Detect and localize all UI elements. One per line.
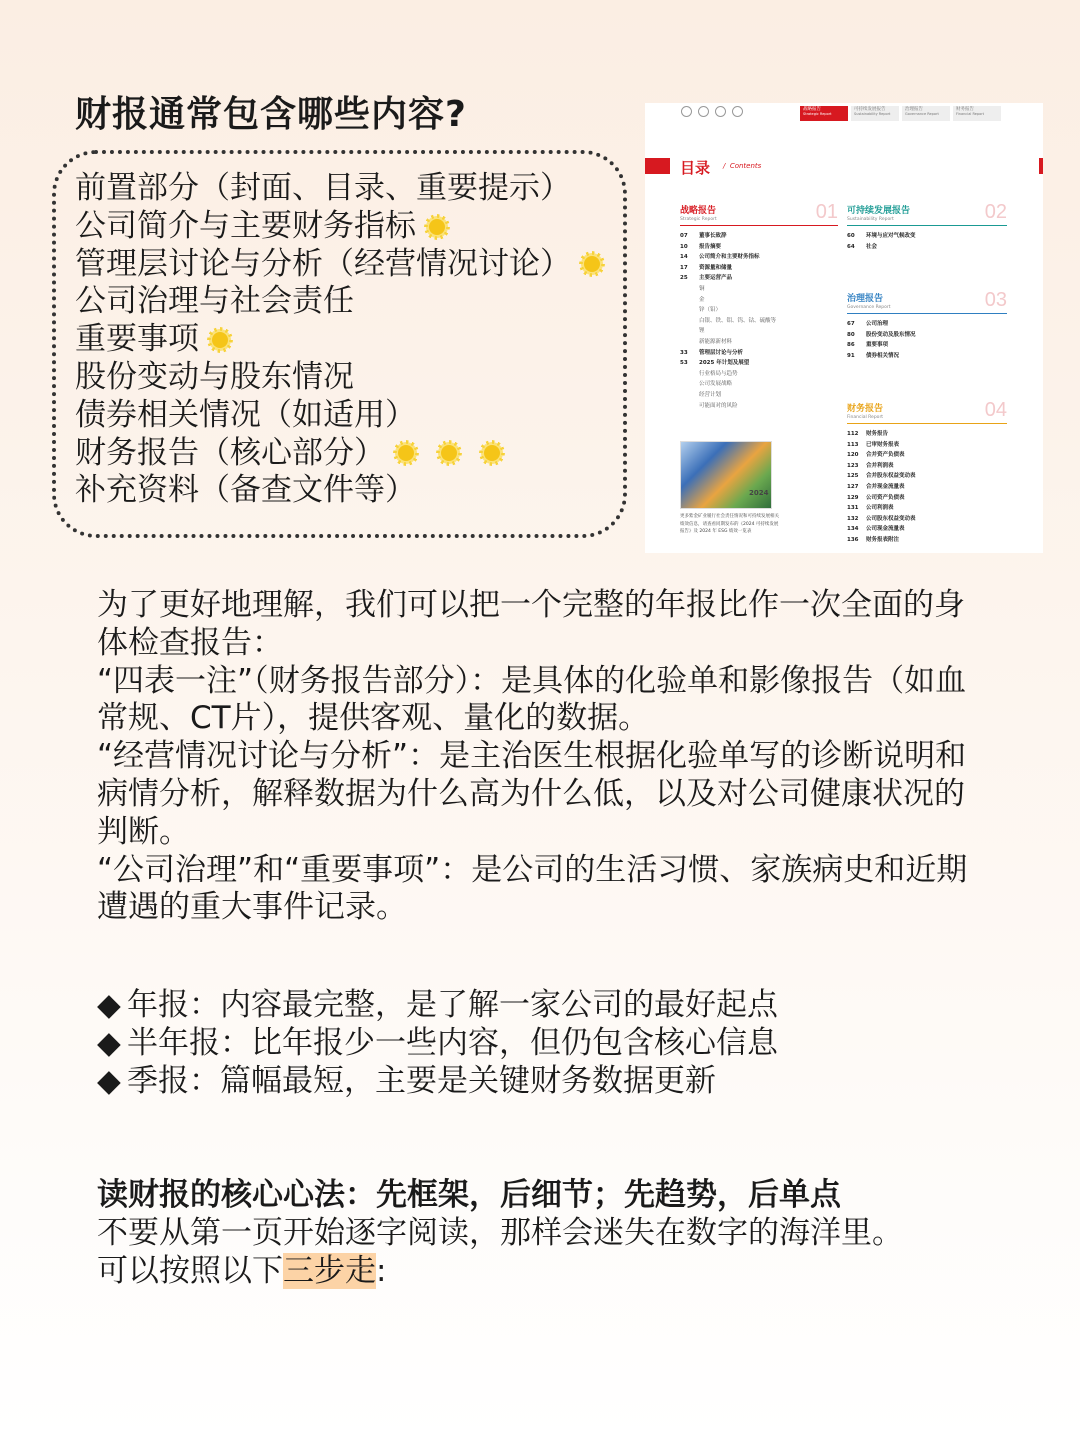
report-toc-row	[680, 401, 838, 412]
toc-item	[75, 170, 605, 208]
report-section-title: 战略报告	[680, 206, 717, 216]
report-toc-row	[847, 242, 1007, 253]
report-type-item	[97, 1063, 778, 1101]
report-section-number: 01	[815, 201, 838, 223]
report-cover-frame	[680, 441, 772, 509]
report-type-text: 年报：内容最完整，是了解一家公司的最好起点	[127, 987, 778, 1023]
report-toc-text: 环境与应对气候改变	[866, 233, 916, 239]
report-toc-row	[847, 493, 1007, 504]
contents-subtitle: / Contents	[723, 162, 762, 170]
report-toc-page: 127	[847, 483, 859, 490]
report-toc-page: 112	[847, 431, 859, 437]
report-toc-page: 53	[680, 360, 688, 367]
report-toc-row	[680, 369, 838, 380]
report-toc-page: 136	[847, 536, 859, 543]
report-section-number: 04	[984, 399, 1007, 421]
toc-item-label: 重要事项	[75, 321, 199, 358]
report-toc-text: 公司利润表	[866, 505, 894, 512]
report-toc-row	[847, 231, 1007, 242]
report-toc-page: 60	[847, 233, 855, 239]
report-type-text: 季报：篇幅最短，主要是关键财务数据更新	[127, 1062, 716, 1099]
report-section	[847, 203, 1007, 252]
report-toc-text: 合并股东权益变动表	[866, 473, 916, 480]
report-section-number: 03	[984, 289, 1007, 311]
toc-item	[75, 397, 605, 435]
report-toc-row	[680, 295, 838, 306]
report-section-divider	[847, 225, 1007, 226]
diamond-bullet-icon: ◆	[97, 1024, 121, 1061]
report-nav-tab-sub: Governance Report	[905, 112, 939, 117]
report-toc-page: 134	[847, 526, 859, 533]
report-toc-text: 财务报表附注	[866, 536, 900, 543]
report-toc-text: 公司发展战略	[699, 381, 733, 388]
report-toc-page: 120	[847, 452, 859, 459]
toc-item-label: 财务报告（核心部分）	[75, 434, 385, 471]
report-toc-row	[680, 284, 838, 295]
sun-icon	[436, 440, 462, 466]
report-toc-text: 报告摘要	[699, 243, 722, 250]
grid-icon	[698, 106, 709, 117]
toc-item	[75, 246, 605, 284]
report-nav-tab-sub: Strategic Report	[803, 112, 832, 117]
report-toc-row	[680, 390, 838, 401]
page-title: 财报通常包含哪些内容?	[75, 94, 467, 135]
report-section-divider	[847, 313, 1007, 314]
report-toc-page: 10	[680, 243, 688, 250]
sun-icon	[207, 327, 233, 353]
report-toc-row	[680, 379, 838, 390]
report-toc-text: 公司现金流量表	[866, 526, 905, 533]
toc-item	[75, 208, 605, 246]
report-toc-text: 经营计划	[699, 391, 722, 398]
report-toc-row	[680, 326, 838, 337]
report-toc-text: 已审财务报表	[866, 441, 900, 448]
report-toc-page: 67	[847, 321, 855, 327]
intro-line: “公司治理”和“重要事项”：是公司的生活习惯、家族病史和近期遭遇的重大事件记录。	[97, 851, 968, 926]
sun-icon	[479, 440, 505, 466]
report-toc-page: 129	[847, 494, 859, 501]
report-toc-text: 社会	[866, 243, 878, 250]
report-toc-text: 资源量和储量	[699, 264, 733, 271]
contents-red-bar-right	[1039, 158, 1043, 174]
report-toc-row	[847, 450, 1007, 461]
toc-item	[75, 283, 605, 321]
report-toc-text: 锂	[699, 328, 705, 335]
sun-icon	[579, 251, 605, 277]
report-toc-page: 33	[680, 349, 688, 356]
report-toc-row	[847, 482, 1007, 493]
report-cover-caption: 更多紫金矿业履行社会责任情况和可持续发展相关绩效信息，请查看同期发布的《2024 可持续发展报告》及 2024 年 ESG 绩效一览表	[680, 514, 779, 534]
toc-item-label: 股份变动与股东情况	[75, 358, 354, 395]
report-toc-text: 公司简介和主要财务指标	[699, 254, 760, 261]
report-section-subtitle: Strategic Report	[680, 217, 717, 222]
report-nav-tab-label: 可持续发展报告	[854, 107, 886, 112]
report-type-text: 半年报：比年报少一些内容，但仍包含核心信息	[127, 1024, 778, 1061]
toc-item-label: 管理层讨论与分析（经营情况讨论）	[75, 245, 571, 282]
report-toc-page: 131	[847, 505, 859, 512]
report-toc-row	[847, 524, 1007, 535]
report-toc-page: 132	[847, 515, 859, 522]
report-toc-row	[847, 330, 1007, 341]
report-toc-row	[847, 471, 1007, 482]
report-section-subtitle: Financial Report	[847, 415, 884, 420]
contents-red-bar	[645, 158, 670, 174]
report-toc-row	[847, 503, 1007, 514]
report-toc-text: 行业格局与趋势	[699, 370, 738, 377]
report-toc-page: 86	[847, 342, 855, 349]
report-types-list	[97, 987, 778, 1100]
toc-item	[75, 435, 605, 473]
toc-item	[75, 321, 605, 359]
report-toc-text: 公司治理	[866, 321, 889, 327]
report-toc-row	[847, 319, 1007, 330]
toc-item-label: 债券相关情况（如适用）	[75, 396, 416, 433]
report-nav-tab	[902, 106, 950, 121]
contents-title: 目录	[680, 159, 711, 177]
report-toc-text: 合并资产负债表	[866, 452, 905, 459]
report-section-title: 可持续发展报告	[847, 206, 911, 216]
report-toc-page: 123	[847, 462, 859, 469]
report-toc-row	[680, 305, 838, 316]
report-toc-row	[680, 252, 838, 263]
report-toc-text: 白银、铁、钼、钨、钴、硫酸等	[699, 317, 777, 324]
sun-icon	[424, 214, 450, 240]
report-toc-page: 113	[847, 441, 859, 448]
report-toc-row	[680, 231, 838, 242]
toc-item-label: 前置部分（封面、目录、重要提示）	[75, 170, 571, 206]
report-section-subtitle: Governance Report	[847, 305, 891, 310]
report-section-divider	[680, 225, 838, 226]
toc-item-label: 公司治理与社会责任	[75, 283, 354, 320]
report-toc-row	[680, 337, 838, 348]
core-method-heading: 读财报的核心心法：先框架，后细节；先趋势，后单点	[97, 1177, 841, 1213]
report-nav-tab-label: 财务报告	[956, 107, 974, 112]
report-toc-page: 25	[680, 275, 688, 282]
report-toc-text: 新能源新材料	[699, 338, 733, 345]
report-type-item	[97, 1025, 778, 1063]
report-section-title: 治理报告	[847, 294, 884, 304]
report-toc-text: 财务报告	[866, 431, 889, 437]
report-nav-tab-sub: Financial Report	[956, 112, 985, 117]
report-nav-tab-label: 治理报告	[905, 107, 923, 112]
annual-report-contents-image	[645, 103, 1043, 553]
report-toc-page: 80	[847, 331, 855, 338]
closing-line-2: 可以按照以下三步走:	[97, 1252, 387, 1289]
intro-line: “四表一注”（财务报告部分）：是具体的化验单和影像报告（如血常规、CT片），提供客观、量化的数据。	[97, 662, 967, 737]
sun-icon	[393, 440, 419, 466]
highlight-three-steps: 三步走	[283, 1252, 376, 1289]
report-toc-row	[847, 429, 1007, 440]
report-toc-text: 合并利润表	[866, 462, 894, 469]
report-section	[680, 203, 838, 411]
report-toc-row	[680, 273, 838, 284]
report-section	[847, 401, 1007, 546]
report-section-title: 财务报告	[847, 404, 884, 414]
report-toc-text: 债券相关情况	[866, 352, 900, 359]
intro-line: “经营情况讨论与分析”：是主治医生根据化验单写的诊断说明和病情分析，解释数据为什么高为什么低，以及对公司健康状况的判断。	[97, 738, 967, 850]
report-toc-text: 重要事项	[866, 342, 889, 349]
report-nav-tab-label: 战略报告	[803, 107, 821, 112]
report-section-number: 02	[984, 201, 1007, 223]
report-toc-row	[680, 242, 838, 253]
report-nav-tab	[800, 106, 848, 121]
report-toc-row	[847, 514, 1007, 525]
report-toc-row	[847, 340, 1007, 351]
report-toc-text: 董事长致辞	[699, 233, 727, 239]
report-toc-row	[680, 348, 838, 359]
report-toc-text: 主要运营产品	[699, 275, 733, 282]
report-section-divider	[847, 423, 1007, 424]
intro-paragraph	[97, 587, 992, 927]
diamond-bullet-icon: ◆	[97, 987, 121, 1023]
toc-list	[75, 170, 605, 510]
report-toc-row	[847, 440, 1007, 451]
report-toc-text: 2025 年计划及展望	[699, 360, 750, 367]
report-toc-text: 铜	[699, 285, 705, 292]
forward-icon	[732, 106, 743, 117]
toc-item-label: 公司简介与主要财务指标	[75, 207, 416, 244]
toc-item-label: 补充资料（备查文件等）	[75, 472, 416, 509]
home-icon	[681, 106, 692, 117]
report-nav-tab-sub: Sustainability Report	[854, 112, 891, 117]
report-nav-icons	[681, 106, 743, 117]
report-toc-text: 锌（铅）	[699, 307, 722, 314]
report-nav-tab	[851, 106, 899, 121]
intro-line: 为了更好地理解，我们可以把一个完整的年报比作一次全面的身体检查报告：	[97, 587, 965, 661]
closing-section	[97, 1177, 903, 1290]
report-toc-text: 管理层讨论与分析	[699, 349, 744, 356]
report-toc-row	[847, 351, 1007, 362]
report-toc-row	[680, 263, 838, 274]
report-type-item	[97, 987, 778, 1025]
report-toc-text: 股份变动及股东情况	[866, 331, 916, 338]
toc-item	[75, 472, 605, 510]
report-toc-page: 125	[847, 473, 859, 480]
report-nav-tab	[953, 106, 1001, 121]
report-toc-row	[680, 358, 838, 369]
report-toc-text: 金	[699, 296, 705, 303]
back-icon	[715, 106, 726, 117]
report-toc-text: 合并现金流量表	[866, 483, 905, 490]
report-toc-page: 64	[847, 243, 855, 250]
report-toc-row	[847, 461, 1007, 472]
report-toc-row	[847, 535, 1007, 546]
report-toc-page: 07	[680, 233, 688, 239]
report-section	[847, 291, 1007, 361]
report-toc-text: 可能面对的风险	[699, 402, 738, 409]
report-section-subtitle: Sustainability Report	[847, 217, 894, 222]
closing-line-1: 不要从第一页开始逐字阅读，那样会迷失在数字的海洋里。	[97, 1214, 903, 1251]
report-toc-page: 17	[680, 264, 688, 271]
report-toc-text: 公司股东权益变动表	[866, 515, 916, 522]
diamond-bullet-icon: ◆	[97, 1062, 121, 1099]
report-cover-year: 2024	[749, 489, 769, 497]
report-toc-row	[680, 316, 838, 327]
report-nav-tabs	[800, 106, 1001, 121]
report-toc-text: 公司资产负债表	[866, 494, 905, 501]
toc-item	[75, 359, 605, 397]
report-toc-page: 91	[847, 352, 855, 359]
report-toc-page: 14	[680, 254, 688, 261]
